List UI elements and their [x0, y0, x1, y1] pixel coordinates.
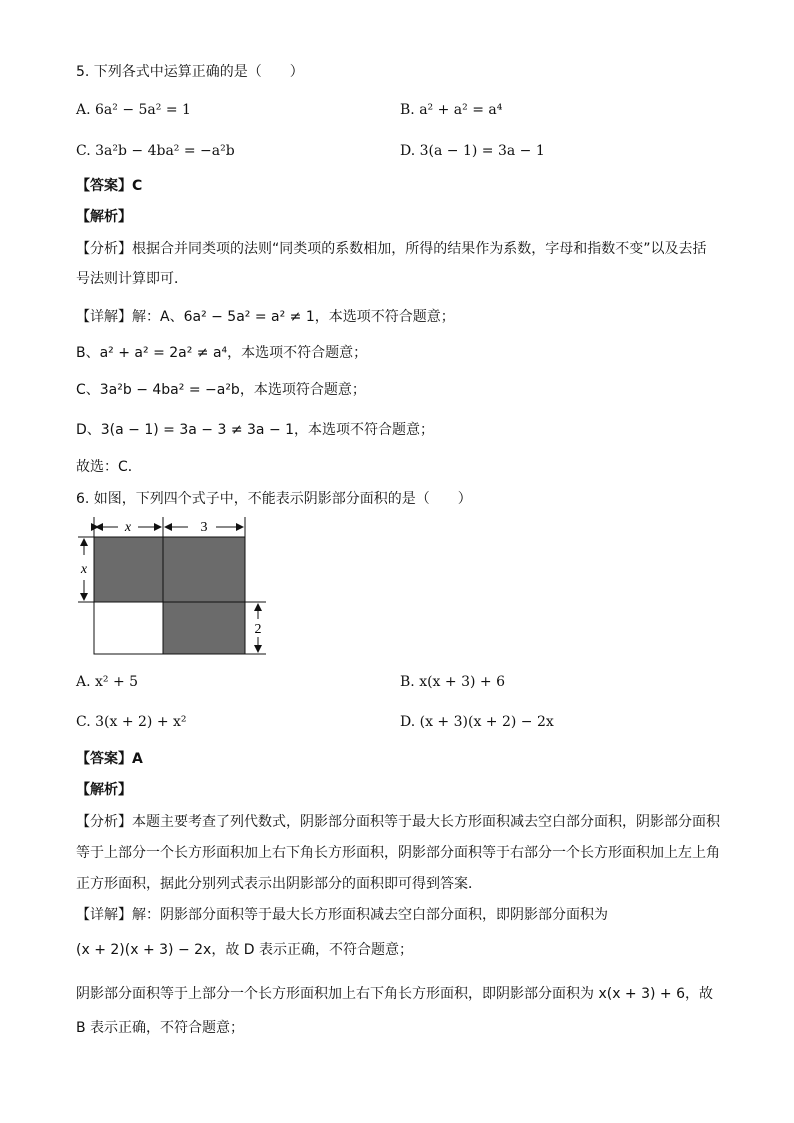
- q5-answer: 【答案】C: [76, 178, 143, 194]
- q6-answer: 【答案】A: [76, 751, 143, 767]
- q6-option-b: B. x(x + 3) + 6: [400, 674, 505, 690]
- q5-option-c: C. 3a²b − 4ba² = −a²b: [76, 143, 235, 159]
- shaded-bottom-right-rect: [163, 602, 245, 654]
- q6-option-d: D. (x + 3)(x + 2) − 2x: [400, 714, 554, 730]
- blank-bottom-left-rect: [94, 602, 163, 654]
- q5-stem: 5. 下列各式中运算正确的是（ ）: [76, 64, 304, 80]
- q6-analysis-line1: 【分析】本题主要考查了列代数式，阴影部分面积等于最大长方形面积减去空白部分面积，阴影部分面积: [76, 814, 720, 830]
- label-top-x: x: [124, 520, 132, 535]
- label-top-3: 3: [200, 520, 208, 535]
- shaded-top-left-square: [94, 537, 163, 602]
- q6-detail-line3: 阴影部分面积等于上部分一个长方形面积加上右下角长方形面积，即阴影部分面积为 x(x + 3) + 6，故: [76, 986, 714, 1002]
- area-diagram: [76, 515, 276, 660]
- shaded-top-right-rect: [163, 537, 245, 602]
- q5-analysis-title: 【解析】: [76, 209, 132, 225]
- label-left-x: x: [80, 562, 88, 577]
- q6-option-a: A. x² + 5: [76, 674, 139, 690]
- q6-option-c: C. 3(x + 2) + x²: [76, 714, 187, 730]
- q5-detail-line2: B、a² + a² = 2a² ≠ a⁴，本选项不符合题意；: [76, 345, 368, 361]
- q6-detail-line2: (x + 2)(x + 3) − 2x，故 D 表示正确，不符合题意；: [76, 942, 413, 958]
- q6-analysis-line3: 正方形面积，据此分别列式表示出阴影部分的面积即可得到答案．: [76, 876, 482, 892]
- q5-detail-line4: D、3(a − 1) = 3a − 3 ≠ 3a − 1，本选项不符合题意；: [76, 422, 435, 438]
- q6-analysis-title: 【解析】: [76, 782, 132, 798]
- label-right-2: 2: [254, 622, 262, 637]
- q5-analysis-line2: 号法则计算即可．: [76, 271, 188, 287]
- q6-stem: 6. 如图，下列四个式子中，不能表示阴影部分面积的是（ ）: [76, 491, 472, 507]
- q6-analysis-line2: 等于上部分一个长方形面积加上右下角长方形面积，阴影部分面积等于右部分一个长方形面积加上左上角: [76, 845, 720, 861]
- area-figure: [76, 515, 276, 660]
- q5-option-b: B. a² + a² = a⁴: [400, 102, 503, 118]
- q5-analysis-line1: 【分析】根据合并同类项的法则“同类项的系数相加，所得的结果作为系数，字母和指数不变”以及去括: [76, 241, 707, 257]
- q5-option-a: A. 6a² − 5a² = 1: [76, 102, 191, 118]
- q6-detail-line4: B 表示正确，不符合题意；: [76, 1020, 245, 1036]
- q5-detail-line3: C、3a²b − 4ba² = −a²b，本选项符合题意；: [76, 382, 366, 398]
- q5-detail-line1: 【详解】解：A、6a² − 5a² = a² ≠ 1，本选项不符合题意；: [76, 309, 455, 325]
- q6-detail-line1: 【详解】解：阴影部分面积等于最大长方形面积减去空白部分面积，即阴影部分面积为: [76, 907, 608, 923]
- q5-option-d: D. 3(a − 1) = 3a − 1: [400, 143, 545, 159]
- q5-conclusion: 故选：C．: [76, 459, 142, 475]
